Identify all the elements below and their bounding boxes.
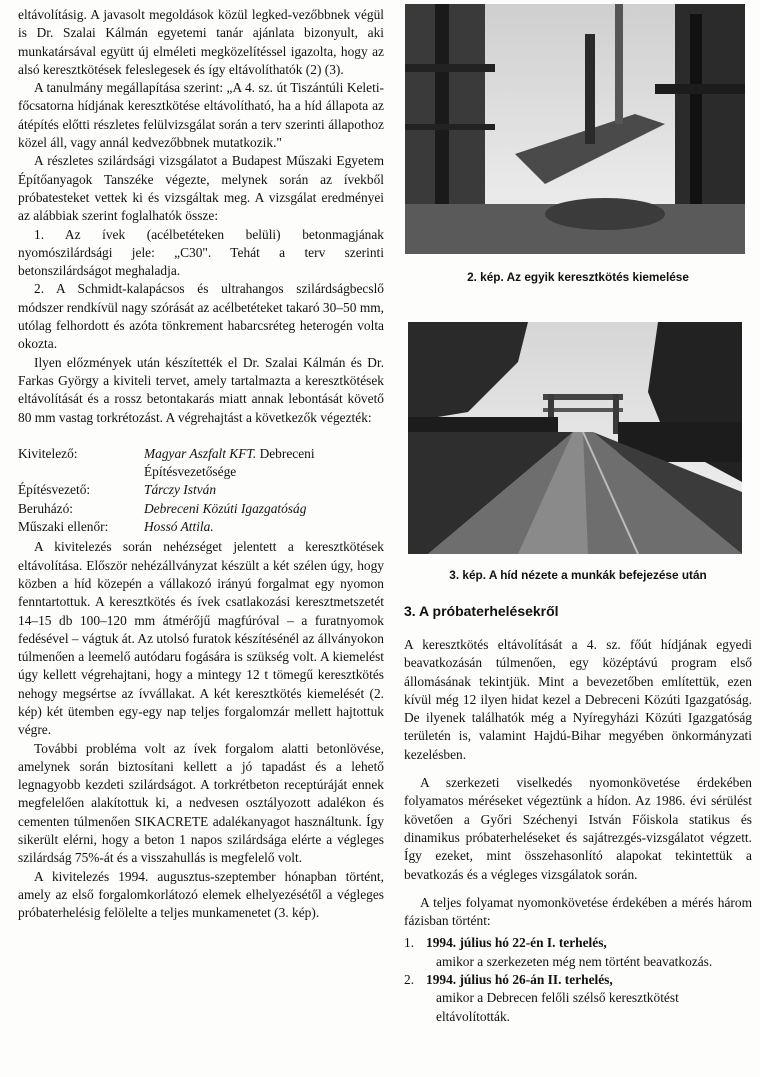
- paragraph: Ilyen előzmények után készítették el Dr. Szalai Kálmán és Dr. Farkas György a kiviteli tervet, amely tartalmazta a keresztkötések eltávolítását és a rossz betontakarás miatt annak lebontását követő 80 mm vastag torkrétozást. A végrehajtást a következők végezték:: [18, 354, 384, 425]
- list-number: 2.: [404, 972, 415, 988]
- right-column-text: [404, 636, 752, 1026]
- credit-role: Kivitelező:: [18, 445, 78, 461]
- credit-role: Műszaki ellenőr:: [18, 519, 109, 535]
- list-item: [404, 971, 752, 1026]
- list-body: amikor a Debrecen felőli szélső keresztkötést eltávolították.: [436, 990, 679, 1024]
- paragraph: 2. A Schmidt-kalapácsos és ultrahangos szilárdságbecslő módszer rendkívül nagy szórását az acélbetéteket takaró 30–50 mm, utólag felhordott és azóta tönkrement habarcsréteg heterogén volta okozta.: [18, 281, 384, 352]
- credit-row: [18, 445, 384, 463]
- paragraph: A részletes szilárdsági vizsgálatot a Budapest Műszaki Egyetem Építőanyagok Tanszéke végezte, melynek során az ívekből próbatesteket vettek ki és vizsgáltak meg. A vizsgálat eredményei az alábbiak szerint foglalhatók össze:: [18, 153, 384, 224]
- phase-list: [404, 934, 752, 1025]
- photo-bridge-view: [408, 322, 742, 554]
- credit-note: Építésvezetősége: [144, 464, 237, 480]
- credit-value: Magyar Aszfalt KFT.: [144, 445, 257, 461]
- list-title: 1994. július hó 22-én I. terhelés,: [426, 935, 607, 951]
- paragraph: A keresztkötés eltávolítását a 4. sz. főút hídjának egyedi beavatkozásán túlmenően, egy középtávú program első állomásának tekintjük. Mint a bevezetőben említettük, ezen kívül még 12 ilyen hidat kezel a Debreceni Közúti Igazgatóság. De ilyenek találhatók még a Nyíregyházi Közúti Igazgatóság területén is, valamint Hajdú-Bihar megyében önkormányzati kezelésben.: [404, 637, 752, 762]
- photo-crossbrace-lifting: [405, 4, 745, 254]
- credit-role: Beruházó:: [18, 500, 74, 516]
- credit-extra: Debreceni: [256, 445, 315, 461]
- paragraph: 1. Az ívek (acélbetéteken belüli) betonmagjának nyomószilárdsági jele: „C30". Tehát a terv szerinti betonszilárdságot meghaladja.: [18, 226, 384, 279]
- photo-crossbrace-lifting-image: [405, 4, 745, 254]
- photo-caption: 2. kép. Az egyik keresztkötés kiemelése: [467, 270, 689, 284]
- credit-value: Debreceni Közúti Igazgatóság: [144, 500, 307, 516]
- credit-value: Tárczy István: [144, 482, 217, 498]
- credit-role: Építésvezető:: [18, 482, 91, 498]
- paragraph: A szerkezeti viselkedés nyomonkövetése érdekében folyamatos méréseket végeztünk a hídon. Az 1986. évi sérülést követően a Győri Széchenyi István Főiskola statikus és dinamikus próbaterheléseket és sajátrezgés-vizsgálatot végzett. Így ezeket, mint összehasonlító alapokat tekintettük a bevatkozás és a végleges vizsgálatok során.: [404, 775, 752, 882]
- section-heading: 3. A próbaterhelésekről: [404, 603, 559, 619]
- paragraph: A tanulmány megállapítása szerint: „A 4. sz. út Tiszántúli Keleti-főcsatorna hídjának keresztkötése eltávolítható, ha a híd állapota az átépítés előtti részletes felülvizsgálat során a terv szerinti állapothoz közel áll, vagy annál kedvezőbbnek mutatkozik.": [18, 80, 384, 151]
- list-item: [404, 934, 752, 971]
- credits-list: [18, 445, 384, 536]
- list-title: 1994. július hó 26-án II. terhelés,: [426, 972, 613, 988]
- credit-row: [18, 500, 384, 518]
- credit-row: [18, 518, 384, 536]
- left-column: [18, 6, 384, 923]
- credit-value: Hossó Attila.: [144, 519, 214, 535]
- paragraph: A kivitelezés 1994. augusztus-szeptember hónapban történt, amely az első forgalomkorlátozó elemek elhelyezésétől a végleges próbaterhelésig felölelte a teljes munkamenetet (3. kép).: [18, 868, 384, 921]
- credit-row: [18, 481, 384, 499]
- paragraph: A teljes folyamat nyomonkövetése érdekében a mérés három fázisban történt:: [404, 894, 752, 929]
- list-body: amikor a szerkezeten még nem történt beavatkozás.: [436, 953, 713, 969]
- photo-bridge-view-image: [408, 322, 742, 554]
- paragraph: eltávolításig. A javasolt megoldások közül legked-vezőbbnek végül is Dr. Szalai Kálmán egyetemi tanár ajánlata bizonyult, aki munkatársával együtt új elméleti megközelítéssel igazolta, hogy az alsó keresztkötések feleslegesek és így eltávolíthatók (2) (3).: [18, 7, 384, 77]
- paragraph: A kivitelezés során nehézséget jelentett a keresztkötések eltávolítása. Először nehézállványzat készült a két szélen úgy, hogy közben a híd közepén a vállakozó irányú forgalmat egy nyomon fenntartottuk. A keresztkötés és ívek csatlakozási keresztmetszetét 14–15 db 100–120 mm átmérőjű magfúróval – a furatnyomok fedésével – vágtuk át. Az utolsó furatok készítésénél az állványokon túlmenően a leemelő autódaru fogására is szükség volt. A kiemelést úgy kellett végrehajtani, hogy a mintegy 12 t tömegű keresztkötés nehogy megsértse az ívvállakat. A két keresztkötés kiemelését (2. kép) két ütemben egy-egy nap teljes forgalomzár mellett hajtottuk végre.: [18, 539, 384, 738]
- photo-caption: 3. kép. A híd nézete a munkák befejezése után: [449, 568, 707, 582]
- list-number: 1.: [404, 935, 415, 951]
- paragraph: További probléma volt az ívek forgalom alatti betonlövése, amelynek során biztosítani kellett a jó tapadást és a lehető legnagyobb kezdeti szilárdságot. A torkrétbeton receptúráját ennek megfelelően alakítottuk ki, a nedvesen osztályozott adalékon és cementen túlmenően SIKACRETE adalékanyagot használtunk. Így sikerült elérni, hogy a beton 1 napos szilárdsága elérte a végleges szilárdság 75%-át és a visszahullás is megfelelő volt.: [18, 740, 384, 866]
